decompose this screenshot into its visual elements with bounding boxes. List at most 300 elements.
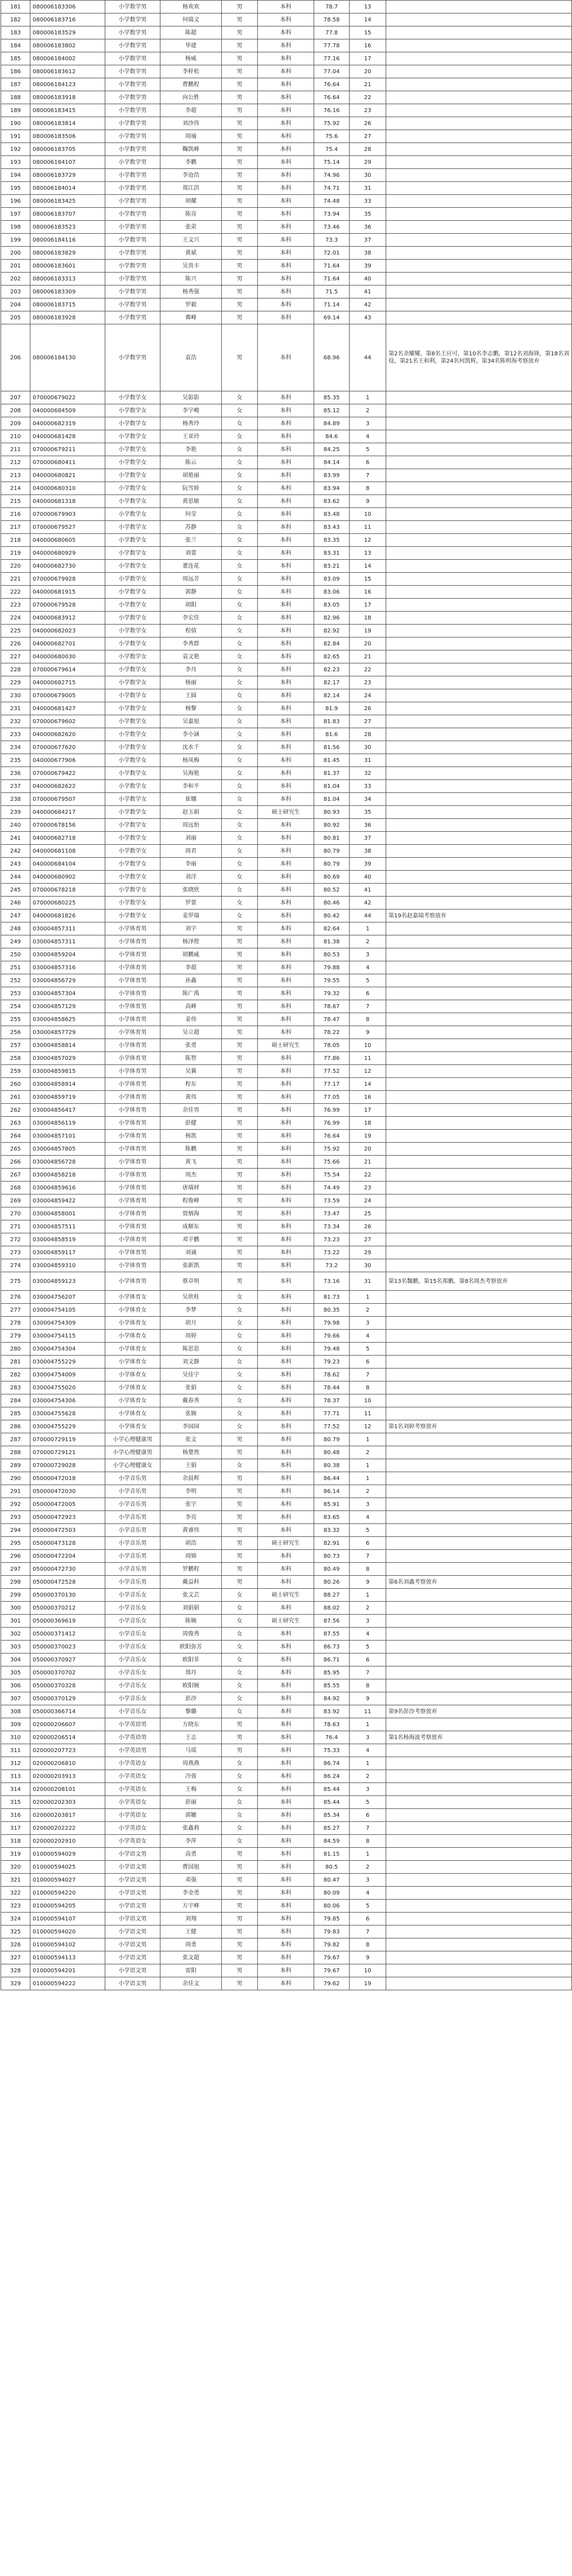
cell-edu: 本科 xyxy=(258,482,314,495)
cell-seq: 248 xyxy=(1,922,30,935)
cell-gender: 女 xyxy=(222,469,258,482)
table-row xyxy=(1,1394,572,1407)
cell-score: 74.96 xyxy=(314,169,350,182)
cell-position: 小学数学女 xyxy=(105,534,160,547)
cell-note xyxy=(386,14,572,26)
cell-rank: 20 xyxy=(350,1143,386,1156)
cell-gender: 男 xyxy=(222,1433,258,1446)
cell-edu: 本科 xyxy=(258,26,314,39)
cell-id: 050000472030 xyxy=(30,1485,105,1498)
cell-id: 070000679928 xyxy=(30,573,105,586)
cell-score: 80.69 xyxy=(314,871,350,884)
cell-name: 吴佳宇 xyxy=(160,1369,222,1381)
cell-edu: 本科 xyxy=(258,1381,314,1394)
cell-name: 吴立超 xyxy=(160,1026,222,1039)
cell-rank: 31 xyxy=(350,182,386,195)
cell-note xyxy=(386,1356,572,1369)
cell-edu: 本科 xyxy=(258,104,314,117)
cell-note xyxy=(386,1835,572,1848)
cell-id: 080006183716 xyxy=(30,14,105,26)
cell-name: 陈婉 xyxy=(160,1615,222,1628)
cell-score: 78.58 xyxy=(314,14,350,26)
cell-gender: 男 xyxy=(222,1861,258,1874)
cell-rank: 4 xyxy=(350,430,386,443)
cell-note xyxy=(386,819,572,832)
table-row xyxy=(1,1550,572,1563)
table-row xyxy=(1,612,572,625)
cell-id: 040000681318 xyxy=(30,495,105,508)
cell-seq: 272 xyxy=(1,1233,30,1246)
table-row xyxy=(1,1576,572,1589)
cell-score: 79.55 xyxy=(314,974,350,987)
cell-score: 75.92 xyxy=(314,1143,350,1156)
cell-id: 070000729028 xyxy=(30,1459,105,1472)
cell-id: 030004857129 xyxy=(30,1000,105,1013)
cell-id: 070000679903 xyxy=(30,508,105,521)
cell-seq: 234 xyxy=(1,741,30,754)
cell-gender: 女 xyxy=(222,819,258,832)
cell-id: 080006183707 xyxy=(30,208,105,221)
cell-position: 小学数学女 xyxy=(105,806,160,819)
cell-id: 070000679422 xyxy=(30,767,105,780)
cell-id: 010000594025 xyxy=(30,1861,105,1874)
cell-position: 小学体育女 xyxy=(105,1356,160,1369)
cell-gender: 女 xyxy=(222,508,258,521)
cell-seq: 320 xyxy=(1,1861,30,1874)
cell-id: 030004859616 xyxy=(30,1182,105,1195)
cell-position: 小学语文男 xyxy=(105,1938,160,1951)
cell-score: 86.74 xyxy=(314,1757,350,1770)
cell-id: 080006183829 xyxy=(30,247,105,260)
cell-id: 040000682701 xyxy=(30,638,105,650)
cell-name: 刘洋 xyxy=(160,871,222,884)
cell-seq: 187 xyxy=(1,78,30,91)
cell-seq: 281 xyxy=(1,1356,30,1369)
cell-gender: 女 xyxy=(222,1420,258,1433)
cell-position: 小学数学男 xyxy=(105,221,160,234)
cell-score: 85.95 xyxy=(314,1666,350,1679)
cell-seq: 235 xyxy=(1,754,30,767)
table-row xyxy=(1,806,572,819)
cell-name: 周婷 xyxy=(160,1330,222,1343)
cell-gender: 女 xyxy=(222,1796,258,1809)
cell-seq: 242 xyxy=(1,845,30,858)
cell-position: 小学心理健康男 xyxy=(105,1446,160,1459)
cell-rank: 29 xyxy=(350,156,386,169)
table-row xyxy=(1,430,572,443)
cell-seq: 279 xyxy=(1,1330,30,1343)
cell-position: 小学数学女 xyxy=(105,780,160,793)
cell-name: 郭静 xyxy=(160,586,222,599)
cell-seq: 183 xyxy=(1,26,30,39)
cell-seq: 247 xyxy=(1,910,30,922)
table-row xyxy=(1,1951,572,1964)
cell-name: 郑丹 xyxy=(160,1666,222,1679)
cell-position: 小学数学女 xyxy=(105,702,160,715)
cell-rank: 14 xyxy=(350,560,386,573)
cell-gender: 女 xyxy=(222,625,258,638)
cell-gender: 男 xyxy=(222,156,258,169)
cell-id: 050000472204 xyxy=(30,1550,105,1563)
cell-name: 李梦 xyxy=(160,1304,222,1317)
cell-score: 80.79 xyxy=(314,845,350,858)
table-row xyxy=(1,897,572,910)
table-row xyxy=(1,1317,572,1330)
cell-note xyxy=(386,1602,572,1615)
table-row xyxy=(1,1537,572,1550)
cell-id: 050000472018 xyxy=(30,1472,105,1485)
cell-edu: 本科 xyxy=(258,311,314,324)
cell-seq: 231 xyxy=(1,702,30,715)
cell-note xyxy=(386,182,572,195)
cell-edu: 本科 xyxy=(258,1822,314,1835)
cell-id: 040000680030 xyxy=(30,650,105,663)
cell-position: 小学数学男 xyxy=(105,247,160,260)
cell-name: 周瑜 xyxy=(160,130,222,143)
cell-gender: 男 xyxy=(222,1563,258,1576)
cell-seq: 253 xyxy=(1,987,30,1000)
cell-id: 070000679602 xyxy=(30,715,105,728)
cell-name: 阮雪娇 xyxy=(160,482,222,495)
cell-rank: 5 xyxy=(350,1900,386,1913)
table-row xyxy=(1,1654,572,1666)
cell-note xyxy=(386,143,572,156)
cell-rank: 10 xyxy=(350,1964,386,1977)
cell-position: 小学音乐女 xyxy=(105,1705,160,1718)
cell-score: 71.64 xyxy=(314,273,350,286)
cell-note xyxy=(386,1246,572,1259)
cell-id: 040000681427 xyxy=(30,702,105,715)
cell-edu: 本科 xyxy=(258,1117,314,1130)
cell-edu: 本科 xyxy=(258,221,314,234)
cell-edu: 本科 xyxy=(258,1130,314,1143)
cell-rank: 21 xyxy=(350,1156,386,1169)
cell-id: 030004859422 xyxy=(30,1195,105,1207)
cell-note xyxy=(386,169,572,182)
cell-gender: 男 xyxy=(222,1913,258,1926)
cell-rank: 39 xyxy=(350,260,386,273)
cell-score: 68.96 xyxy=(314,324,350,391)
cell-rank: 3 xyxy=(350,1317,386,1330)
cell-gender: 男 xyxy=(222,1874,258,1887)
cell-note xyxy=(386,1900,572,1913)
cell-note xyxy=(386,1874,572,1887)
cell-rank: 8 xyxy=(350,1835,386,1848)
cell-position: 小学音乐女 xyxy=(105,1615,160,1628)
cell-rank: 12 xyxy=(350,1420,386,1433)
cell-rank: 2 xyxy=(350,1602,386,1615)
table-row xyxy=(1,922,572,935)
cell-note xyxy=(386,104,572,117)
cell-seq: 319 xyxy=(1,1848,30,1861)
cell-note xyxy=(386,1926,572,1938)
cell-edu: 本科 xyxy=(258,728,314,741)
cell-position: 小学语文男 xyxy=(105,1900,160,1913)
cell-position: 小学体育女 xyxy=(105,1420,160,1433)
cell-rank: 27 xyxy=(350,130,386,143)
cell-gender: 女 xyxy=(222,1615,258,1628)
cell-position: 小学数学女 xyxy=(105,508,160,521)
cell-note xyxy=(386,1770,572,1783)
cell-note xyxy=(386,987,572,1000)
table-row xyxy=(1,1459,572,1472)
table-row xyxy=(1,1589,572,1602)
cell-edu: 本科 xyxy=(258,922,314,935)
cell-note xyxy=(386,298,572,311)
cell-position: 小学体育男 xyxy=(105,974,160,987)
cell-note xyxy=(386,702,572,715)
cell-name: 戴益科 xyxy=(160,1576,222,1589)
cell-id: 030004755229 xyxy=(30,1356,105,1369)
cell-rank: 9 xyxy=(350,1692,386,1705)
cell-position: 小学音乐男 xyxy=(105,1485,160,1498)
cell-score: 69.14 xyxy=(314,311,350,324)
cell-edu: 本科 xyxy=(258,702,314,715)
table-row xyxy=(1,676,572,689)
cell-name: 杨凯 xyxy=(160,1130,222,1143)
cell-gender: 女 xyxy=(222,728,258,741)
cell-gender: 男 xyxy=(222,1156,258,1169)
cell-id: 030004858218 xyxy=(30,1169,105,1182)
cell-note xyxy=(386,754,572,767)
cell-score: 76.64 xyxy=(314,91,350,104)
cell-rank: 2 xyxy=(350,1485,386,1498)
cell-seq: 274 xyxy=(1,1259,30,1272)
cell-note xyxy=(386,884,572,897)
cell-id: 070000680411 xyxy=(30,456,105,469)
cell-seq: 195 xyxy=(1,182,30,195)
cell-position: 小学语文男 xyxy=(105,1861,160,1874)
cell-note xyxy=(386,1394,572,1407)
cell-id: 040000680929 xyxy=(30,547,105,560)
cell-rank: 44 xyxy=(350,910,386,922)
cell-note xyxy=(386,1472,572,1485)
cell-name: 鞠凯峰 xyxy=(160,143,222,156)
cell-seq: 312 xyxy=(1,1757,30,1770)
cell-gender: 男 xyxy=(222,987,258,1000)
cell-gender: 女 xyxy=(222,806,258,819)
cell-seq: 298 xyxy=(1,1576,30,1589)
cell-score: 79.82 xyxy=(314,1938,350,1951)
cell-name: 曹鹏程 xyxy=(160,78,222,91)
cell-name: 周远芳 xyxy=(160,573,222,586)
cell-id: 070000679005 xyxy=(30,689,105,702)
cell-position: 小学体育男 xyxy=(105,1013,160,1026)
cell-rank: 36 xyxy=(350,819,386,832)
cell-seq: 300 xyxy=(1,1602,30,1615)
table-row xyxy=(1,819,572,832)
table-row xyxy=(1,1615,572,1628)
cell-gender: 女 xyxy=(222,1343,258,1356)
cell-note xyxy=(386,469,572,482)
cell-id: 080006183425 xyxy=(30,195,105,208)
cell-score: 75.66 xyxy=(314,1156,350,1169)
cell-edu: 本科 xyxy=(258,897,314,910)
cell-score: 82.92 xyxy=(314,625,350,638)
cell-edu: 本科 xyxy=(258,1317,314,1330)
cell-name: 吴贵丰 xyxy=(160,260,222,273)
cell-score: 83.65 xyxy=(314,1511,350,1524)
cell-score: 78.22 xyxy=(314,1026,350,1039)
cell-note xyxy=(386,260,572,273)
cell-id: 080006183529 xyxy=(30,26,105,39)
cell-score: 80.38 xyxy=(314,1459,350,1472)
cell-edu: 本科 xyxy=(258,1026,314,1039)
cell-position: 小学数学男 xyxy=(105,208,160,221)
cell-id: 040000681108 xyxy=(30,845,105,858)
cell-position: 小学数学男 xyxy=(105,273,160,286)
cell-seq: 297 xyxy=(1,1563,30,1576)
cell-id: 040000681915 xyxy=(30,586,105,599)
cell-score: 74.48 xyxy=(314,195,350,208)
cell-name: 蔡卓明 xyxy=(160,1272,222,1291)
cell-seq: 212 xyxy=(1,456,30,469)
cell-name: 余佳文 xyxy=(160,1977,222,1990)
cell-name: 彭沙 xyxy=(160,1692,222,1705)
cell-gender: 女 xyxy=(222,1628,258,1641)
cell-note xyxy=(386,780,572,793)
cell-gender: 女 xyxy=(222,521,258,534)
table-row xyxy=(1,1822,572,1835)
cell-gender: 男 xyxy=(222,143,258,156)
table-row xyxy=(1,1783,572,1796)
table-row xyxy=(1,1195,572,1207)
cell-rank: 23 xyxy=(350,1182,386,1195)
cell-score: 83.94 xyxy=(314,482,350,495)
cell-position: 小学数学男 xyxy=(105,298,160,311)
cell-position: 小学音乐女 xyxy=(105,1589,160,1602)
cell-gender: 女 xyxy=(222,1381,258,1394)
cell-seq: 263 xyxy=(1,1117,30,1130)
cell-score: 84.92 xyxy=(314,1692,350,1705)
cell-note xyxy=(386,1407,572,1420)
cell-name: 苏静 xyxy=(160,521,222,534)
cell-edu: 本科 xyxy=(258,586,314,599)
cell-rank: 10 xyxy=(350,508,386,521)
cell-score: 86.73 xyxy=(314,1641,350,1654)
cell-edu: 本科 xyxy=(258,1835,314,1848)
cell-edu: 本科 xyxy=(258,974,314,987)
cell-position: 小学心理健康男 xyxy=(105,1433,160,1446)
cell-edu: 本科 xyxy=(258,1013,314,1026)
cell-score: 83.32 xyxy=(314,1524,350,1537)
cell-score: 80.06 xyxy=(314,1900,350,1913)
cell-gender: 男 xyxy=(222,311,258,324)
cell-id: 010000594113 xyxy=(30,1951,105,1964)
cell-score: 76.16 xyxy=(314,104,350,117)
cell-id: 040000682730 xyxy=(30,560,105,573)
cell-score: 80.79 xyxy=(314,1433,350,1446)
cell-note xyxy=(386,793,572,806)
cell-name: 杨威 xyxy=(160,52,222,65)
cell-name: 胡耀 xyxy=(160,195,222,208)
cell-name: 周杰 xyxy=(160,1169,222,1182)
cell-gender: 男 xyxy=(222,1,258,14)
table-row xyxy=(1,1563,572,1576)
cell-gender: 男 xyxy=(222,1744,258,1757)
cell-note xyxy=(386,456,572,469)
cell-name: 杨丽 xyxy=(160,676,222,689)
cell-edu: 本科 xyxy=(258,521,314,534)
cell-score: 80.73 xyxy=(314,1550,350,1563)
table-row xyxy=(1,1065,572,1078)
cell-score: 83.35 xyxy=(314,534,350,547)
cell-id: 030004857311 xyxy=(30,935,105,948)
cell-edu: 本科 xyxy=(258,130,314,143)
cell-gender: 女 xyxy=(222,1369,258,1381)
table-row xyxy=(1,195,572,208)
cell-note xyxy=(386,638,572,650)
cell-name: 刘丽 xyxy=(160,832,222,845)
cell-seq: 202 xyxy=(1,273,30,286)
cell-gender: 男 xyxy=(222,1052,258,1065)
cell-name: 方晓东 xyxy=(160,1718,222,1731)
table-row xyxy=(1,858,572,871)
cell-position: 小学数学男 xyxy=(105,78,160,91)
cell-name: 成顺东 xyxy=(160,1220,222,1233)
cell-note xyxy=(386,1951,572,1964)
cell-rank: 4 xyxy=(350,1330,386,1343)
cell-note xyxy=(386,417,572,430)
cell-position: 小学数学女 xyxy=(105,560,160,573)
cell-id: 010000594029 xyxy=(30,1848,105,1861)
cell-gender: 女 xyxy=(222,845,258,858)
cell-score: 81.04 xyxy=(314,780,350,793)
cell-rank: 32 xyxy=(350,767,386,780)
cell-note xyxy=(386,741,572,754)
cell-position: 小学数学男 xyxy=(105,117,160,130)
cell-rank: 6 xyxy=(350,456,386,469)
table-row xyxy=(1,1117,572,1130)
cell-score: 84.89 xyxy=(314,417,350,430)
cell-seq: 192 xyxy=(1,143,30,156)
cell-note xyxy=(386,806,572,819)
cell-note xyxy=(386,1796,572,1809)
cell-score: 80.26 xyxy=(314,1576,350,1589)
cell-seq: 293 xyxy=(1,1511,30,1524)
cell-edu: 本科 xyxy=(258,1679,314,1692)
cell-name: 陈广禹 xyxy=(160,987,222,1000)
cell-edu: 本科 xyxy=(258,910,314,922)
cell-id: 050000369619 xyxy=(30,1615,105,1628)
cell-score: 81.6 xyxy=(314,728,350,741)
cell-id: 030004754304 xyxy=(30,1343,105,1356)
cell-name: 周远怡 xyxy=(160,819,222,832)
cell-name: 黄伟 xyxy=(160,1091,222,1104)
cell-score: 77.17 xyxy=(314,1078,350,1091)
table-row xyxy=(1,1356,572,1369)
cell-gender: 女 xyxy=(222,702,258,715)
cell-name: 周勇 xyxy=(160,1938,222,1951)
cell-note xyxy=(386,625,572,638)
cell-edu: 本科 xyxy=(258,1654,314,1666)
cell-name: 李小涵 xyxy=(160,728,222,741)
cell-edu: 本科 xyxy=(258,1459,314,1472)
cell-gender: 男 xyxy=(222,1964,258,1977)
table-row xyxy=(1,1446,572,1459)
cell-note xyxy=(386,391,572,404)
cell-rank: 38 xyxy=(350,247,386,260)
cell-note xyxy=(386,91,572,104)
cell-edu: 本科 xyxy=(258,1246,314,1259)
cell-rank: 3 xyxy=(350,948,386,961)
cell-rank: 25 xyxy=(350,1207,386,1220)
cell-score: 73.34 xyxy=(314,1220,350,1233)
table-row xyxy=(1,1052,572,1065)
cell-edu: 本科 xyxy=(258,1809,314,1822)
cell-note xyxy=(386,1117,572,1130)
cell-name: 周锦 xyxy=(160,1550,222,1563)
